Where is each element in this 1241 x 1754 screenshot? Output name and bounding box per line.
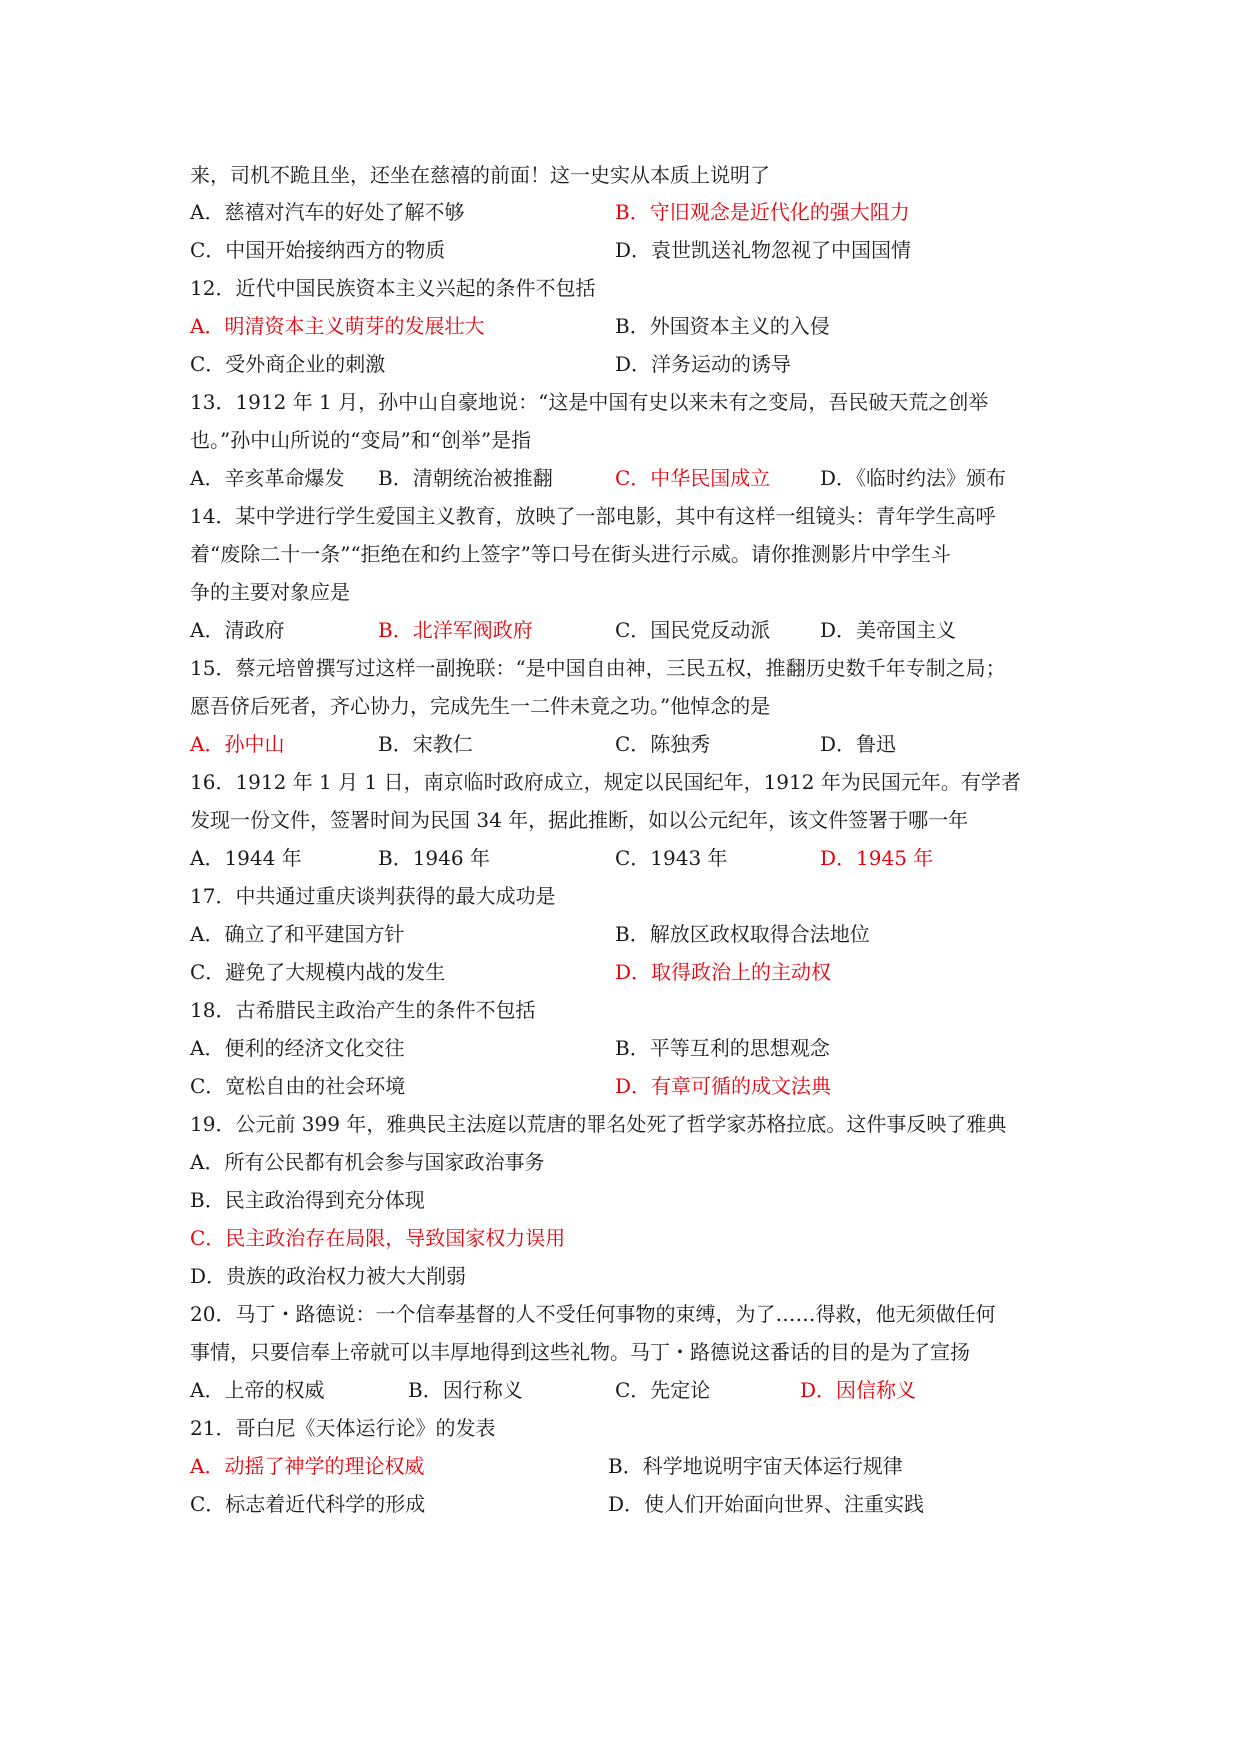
option-d: D．美帝国主义 (820, 618, 957, 642)
option-a: A．所有公民都有机会参与国家政治事务 (190, 1150, 545, 1174)
question-15-options (190, 724, 1060, 764)
option-c: C．标志着近代科学的形成 (190, 1492, 426, 1516)
question-19-option-c (190, 1218, 1060, 1258)
option-c: C．中国开始接纳西方的物质 (190, 238, 446, 262)
question-11-stem-tail (190, 155, 1060, 195)
option-d-answer: D．1945 年 (820, 846, 934, 870)
stem-text: 12．近代中国民族资本主义兴起的条件不包括 (190, 276, 596, 300)
option-b: B．民主政治得到充分体现 (190, 1188, 425, 1212)
question-20-options (190, 1370, 1060, 1410)
question-16-stem-1 (190, 762, 1060, 802)
question-21-options-row-2 (190, 1484, 1060, 1524)
option-c: C．国民党反动派 (615, 618, 771, 642)
question-18-options-row-1 (190, 1028, 1060, 1068)
option-a: A．1944 年 (190, 846, 302, 870)
stem-text: 争的主要对象应是 (190, 580, 350, 604)
stem-text: 来，司机不跪且坐，还坐在慈禧的前面！这一史实从本质上说明了 (190, 163, 770, 187)
question-16-stem-2 (190, 800, 1060, 840)
question-15-stem-1 (190, 648, 1060, 688)
stem-text: 14．某中学进行学生爱国主义教育，放映了一部电影，其中有这样一组镜头：青年学生高呼 (190, 504, 996, 528)
option-b: B．因行称义 (408, 1378, 523, 1402)
question-13-options (190, 458, 1060, 498)
stem-text: 21．哥白尼《天体运行论》的发表 (190, 1416, 496, 1440)
question-17-options-row-1 (190, 914, 1060, 954)
stem-text: 着“废除二十一条”“拒绝在和约上签字”等口号在街头进行示威。请你推测影片中学生斗 (190, 542, 951, 566)
option-d: D．鲁迅 (820, 732, 897, 756)
question-15-stem-2 (190, 686, 1060, 726)
question-12-options-row-2 (190, 344, 1060, 384)
question-11-options-row-2 (190, 230, 1060, 270)
stem-text: 17．中共通过重庆谈判获得的最大成功是 (190, 884, 556, 908)
question-17-stem (190, 876, 1060, 916)
stem-text: 20．马丁・路德说：一个信奉基督的人不受任何事物的束缚，为了……得救，他无须做任何 (190, 1302, 996, 1326)
option-a-answer: A．孙中山 (190, 732, 285, 756)
option-d-answer: D．有章可循的成文法典 (615, 1074, 832, 1098)
option-a: A．确立了和平建国方针 (190, 922, 405, 946)
option-c-answer: C．中华民国成立 (615, 466, 771, 490)
question-18-options-row-2 (190, 1066, 1060, 1106)
question-20-stem-2 (190, 1332, 1060, 1372)
stem-text: 13．1912 年 1 月，孙中山自豪地说：“这是中国有史以来未有之变局，吾民破天荒之创举 (190, 390, 989, 414)
option-c: C．受外商企业的刺激 (190, 352, 386, 376)
question-21-stem (190, 1408, 1060, 1448)
stem-text: 也。”孙中山所说的“变局”和“创举”是指 (190, 428, 532, 452)
option-c: C．宽松自由的社会环境 (190, 1074, 406, 1098)
stem-text: 愿吾侪后死者，齐心协力，完成先生一二件未竟之功。”他悼念的是 (190, 694, 771, 718)
question-18-stem (190, 990, 1060, 1030)
option-a: A．清政府 (190, 618, 285, 642)
option-a-answer: A．明清资本主义萌芽的发展壮大 (190, 314, 485, 338)
question-12-options-row-1 (190, 306, 1060, 346)
question-17-options-row-2 (190, 952, 1060, 992)
option-b: B．外国资本主义的入侵 (615, 314, 830, 338)
question-14-options (190, 610, 1060, 650)
option-c-answer: C．民主政治存在局限，导致国家权力误用 (190, 1226, 566, 1250)
question-19-option-d (190, 1256, 1060, 1296)
option-a: A．慈禧对汽车的好处了解不够 (190, 200, 465, 224)
option-b-answer: B．守旧观念是近代化的强大阻力 (615, 200, 910, 224)
stem-text: 18．古希腊民主政治产生的条件不包括 (190, 998, 536, 1022)
option-d: D．贵族的政治权力被大大削弱 (190, 1264, 467, 1288)
stem-text: 事情，只要信奉上帝就可以丰厚地得到这些礼物。马丁・路德说这番话的目的是为了宣扬 (190, 1340, 970, 1364)
question-19-option-b (190, 1180, 1060, 1220)
option-a: A．上帝的权威 (190, 1378, 325, 1402)
option-d: D．洋务运动的诱导 (615, 352, 792, 376)
option-d: D．《临时约法》颁布 (820, 466, 1007, 490)
option-a: A．辛亥革命爆发 (190, 466, 345, 490)
question-11-options-row-1 (190, 192, 1060, 232)
question-20-stem-1 (190, 1294, 1060, 1334)
option-b: B．1946 年 (378, 846, 490, 870)
option-c: C．1943 年 (615, 846, 728, 870)
question-16-options (190, 838, 1060, 878)
question-12-stem (190, 268, 1060, 308)
option-b: B．宋教仁 (378, 732, 473, 756)
question-14-stem-3 (190, 572, 1060, 612)
question-19-option-a (190, 1142, 1060, 1182)
question-14-stem-2 (190, 534, 1060, 574)
option-b-answer: B．北洋军阀政府 (378, 618, 533, 642)
option-d-answer: D．因信称义 (800, 1378, 917, 1402)
option-c: C．陈独秀 (615, 732, 711, 756)
question-21-options-row-1 (190, 1446, 1060, 1486)
question-13-stem-1 (190, 382, 1060, 422)
stem-text: 19．公元前 399 年，雅典民主法庭以荒唐的罪名处死了哲学家苏格拉底。这件事反映了雅典 (190, 1112, 1007, 1136)
question-14-stem-1 (190, 496, 1060, 536)
question-13-stem-2 (190, 420, 1060, 460)
stem-text: 15．蔡元培曾撰写过这样一副挽联：“是中国自由神，三民五权，推翻历史数千年专制之局； (190, 656, 1006, 680)
stem-text: 16．1912 年 1 月 1 日，南京临时政府成立，规定以民国纪年，1912 年为民国元年。有学者 (190, 770, 1021, 794)
stem-text: 发现一份文件，签署时间为民国 34 年，据此推断，如以公元纪年，该文件签署于哪一年 (190, 808, 969, 832)
option-a-answer: A．动摇了神学的理论权威 (190, 1454, 425, 1478)
question-19-stem (190, 1104, 1060, 1144)
option-c: C．先定论 (615, 1378, 711, 1402)
option-d-answer: D．取得政治上的主动权 (615, 960, 832, 984)
option-b: B．平等互利的思想观念 (615, 1036, 830, 1060)
option-b: B．解放区政权取得合法地位 (615, 922, 870, 946)
option-d: D．袁世凯送礼物忽视了中国国情 (615, 238, 912, 262)
option-c: C．避免了大规模内战的发生 (190, 960, 446, 984)
option-b: B．清朝统治被推翻 (378, 466, 553, 490)
option-b: B．科学地说明宇宙天体运行规律 (608, 1454, 903, 1478)
option-d: D．使人们开始面向世界、注重实践 (608, 1492, 925, 1516)
option-a: A．便利的经济文化交往 (190, 1036, 405, 1060)
